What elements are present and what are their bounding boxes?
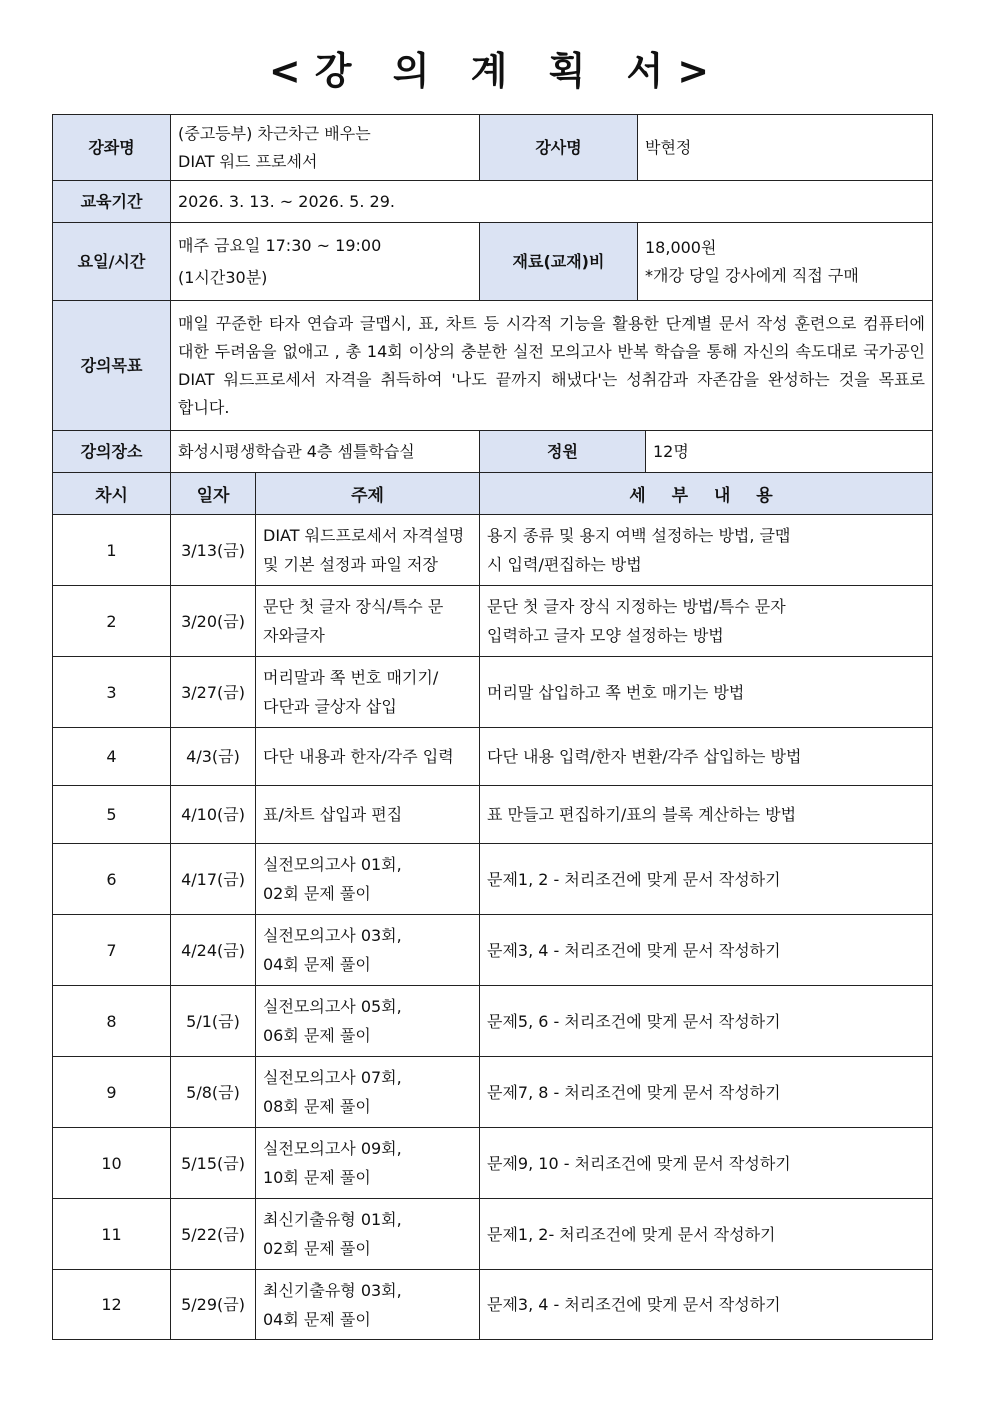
header-session: 차시 xyxy=(53,473,171,515)
session-topic xyxy=(256,844,480,915)
session-topic xyxy=(256,515,480,586)
goal-value: 매일 꾸준한 타자 연습과 글맵시, 표, 차트 등 시각적 기능을 활용한 단계별 문서 작성 훈련으로 컴퓨터에 대한 두려움을 없애고 , 총 14회 이상의 충분한 실전 모의고사 반복 학습을 통해 자신의 속도대로 국가공인 DIAT 워드프로세서 자격을 취득하여 '나도 끝까지 해냈다'는 성취감과 자존감을 완성하는 것을 목표로 합니다. xyxy=(171,301,933,431)
fee-value xyxy=(638,223,933,301)
session-date: 5/8(금) xyxy=(171,1057,256,1128)
course-name-line: DIAT 워드 프로세서 xyxy=(178,151,318,171)
session-topic-line: 02회 문제 풀이 xyxy=(263,1239,371,1258)
session-topic-line: 실전모의고사 01회, xyxy=(263,855,402,874)
session-topic-line: 08회 문제 풀이 xyxy=(263,1097,371,1116)
table-row xyxy=(53,786,933,844)
session-topic-line: 실전모의고사 05회, xyxy=(263,997,402,1016)
session-date: 3/20(금) xyxy=(171,586,256,657)
session-topic-line: 다단과 글상자 삽입 xyxy=(263,697,397,716)
session-number: 9 xyxy=(53,1057,171,1128)
course-name-line: (중고등부) 차근차근 배우는 xyxy=(178,123,371,143)
session-date: 5/15(금) xyxy=(171,1128,256,1199)
session-topic-line: 다단 내용과 한자/각주 입력 xyxy=(263,747,454,766)
session-number: 8 xyxy=(53,986,171,1057)
time-line: 매주 금요일 17:30 ~ 19:00 xyxy=(178,235,382,255)
session-detail xyxy=(480,1199,933,1270)
session-topic xyxy=(256,986,480,1057)
table-row xyxy=(53,986,933,1057)
time-line: (1시간30분) xyxy=(178,267,268,287)
period-label: 교육기간 xyxy=(53,181,171,223)
capacity-value: 12명 xyxy=(646,431,933,473)
session-topic-line: DIAT 워드프로세서 자격설명 xyxy=(263,526,465,545)
table-row xyxy=(53,844,933,915)
time-value xyxy=(171,223,480,301)
session-detail-line: 머리말 삽입하고 쪽 번호 매기는 방법 xyxy=(487,682,745,702)
capacity-label: 정원 xyxy=(480,431,646,473)
place-value: 화성시평생학습관 4층 셈틀학습실 xyxy=(171,431,480,473)
session-detail-line: 문제9, 10 - 처리조건에 맞게 문서 작성하기 xyxy=(487,1153,791,1173)
session-number: 2 xyxy=(53,586,171,657)
session-topic-line: 06회 문제 풀이 xyxy=(263,1026,371,1045)
session-number: 3 xyxy=(53,657,171,728)
time-label: 요일/시간 xyxy=(53,223,171,301)
session-number: 11 xyxy=(53,1199,171,1270)
table-row xyxy=(53,728,933,786)
session-number: 4 xyxy=(53,728,171,786)
session-topic-line: 머리말과 쪽 번호 매기기/ xyxy=(263,668,439,687)
course-info-table xyxy=(52,114,933,473)
session-topic-line: 표/차트 삽입과 편집 xyxy=(263,805,403,824)
session-topic xyxy=(256,915,480,986)
session-topic-line: 최신기출유형 01회, xyxy=(263,1210,402,1229)
session-date: 5/22(금) xyxy=(171,1199,256,1270)
session-detail xyxy=(480,657,933,728)
session-detail-line: 문제1, 2 - 처리조건에 맞게 문서 작성하기 xyxy=(487,869,781,889)
session-detail-line: 다단 내용 입력/한자 변환/각주 삽입하는 방법 xyxy=(487,747,802,766)
session-detail xyxy=(480,786,933,844)
session-number: 1 xyxy=(53,515,171,586)
session-number: 6 xyxy=(53,844,171,915)
session-date: 4/3(금) xyxy=(171,728,256,786)
table-row xyxy=(53,657,933,728)
session-detail xyxy=(480,1057,933,1128)
course-name-label: 강좌명 xyxy=(53,115,171,181)
fee-line: 18,000원 xyxy=(645,237,717,257)
table-row xyxy=(53,1199,933,1270)
session-detail-line: 용지 종류 및 용지 여백 설정하는 방법, 글맵 xyxy=(487,526,791,545)
session-date: 4/17(금) xyxy=(171,844,256,915)
teacher-label: 강사명 xyxy=(480,115,638,181)
session-detail-line: 표 만들고 편집하기/표의 블록 계산하는 방법 xyxy=(487,805,797,824)
session-date: 3/13(금) xyxy=(171,515,256,586)
session-detail xyxy=(480,586,933,657)
session-detail-line: 문단 첫 글자 장식 지정하는 방법/특수 문자 xyxy=(487,597,786,616)
session-detail xyxy=(480,915,933,986)
session-topic xyxy=(256,1057,480,1128)
session-detail-line: 문제7, 8 - 처리조건에 맞게 문서 작성하기 xyxy=(487,1082,781,1102)
session-topic-line: 문단 첫 글자 장식/특수 문 xyxy=(263,597,444,616)
session-detail-line: 문제1, 2- 처리조건에 맞게 문서 작성하기 xyxy=(487,1224,776,1244)
table-row xyxy=(53,1270,933,1340)
fee-label: 재료(교재)비 xyxy=(480,223,638,301)
session-topic xyxy=(256,657,480,728)
session-topic xyxy=(256,1199,480,1270)
session-detail-line: 입력하고 글자 모양 설정하는 방법 xyxy=(487,626,724,645)
session-detail xyxy=(480,1270,933,1340)
session-topic xyxy=(256,586,480,657)
session-topic-line: 04회 문제 풀이 xyxy=(263,955,371,974)
session-detail xyxy=(480,986,933,1057)
session-detail xyxy=(480,515,933,586)
session-topic xyxy=(256,728,480,786)
header-topic: 주제 xyxy=(256,473,480,515)
session-date: 5/1(금) xyxy=(171,986,256,1057)
session-detail xyxy=(480,1128,933,1199)
session-topic xyxy=(256,1270,480,1340)
session-detail-line: 문제3, 4 - 처리조건에 맞게 문서 작성하기 xyxy=(487,940,781,960)
session-date: 3/27(금) xyxy=(171,657,256,728)
goal-label: 강의목표 xyxy=(53,301,171,431)
session-detail-line: 시 입력/편집하는 방법 xyxy=(487,555,642,574)
session-topic-line: 02회 문제 풀이 xyxy=(263,884,371,903)
session-date: 5/29(금) xyxy=(171,1270,256,1340)
table-row xyxy=(53,586,933,657)
session-topic-line: 및 기본 설정과 파일 저장 xyxy=(263,555,438,574)
header-detail: 세 부 내 용 xyxy=(480,473,933,515)
place-label: 강의장소 xyxy=(53,431,171,473)
session-topic-line: 04회 문제 풀이 xyxy=(263,1309,371,1329)
session-number: 10 xyxy=(53,1128,171,1199)
session-number: 7 xyxy=(53,915,171,986)
course-name-value xyxy=(171,115,480,181)
schedule-table xyxy=(52,472,933,1340)
session-number: 5 xyxy=(53,786,171,844)
teacher-value: 박현정 xyxy=(638,115,933,181)
session-topic-line: 10회 문제 풀이 xyxy=(263,1168,371,1187)
session-detail-line: 문제5, 6 - 처리조건에 맞게 문서 작성하기 xyxy=(487,1011,781,1031)
session-topic xyxy=(256,786,480,844)
session-detail-line: 문제3, 4 - 처리조건에 맞게 문서 작성하기 xyxy=(487,1295,781,1314)
table-row xyxy=(53,915,933,986)
session-topic-line: 최신기출유형 03회, xyxy=(263,1280,402,1300)
session-topic-line: 자와글자 xyxy=(263,626,325,645)
header-date: 일자 xyxy=(171,473,256,515)
fee-line: *개강 당일 강사에게 직접 구매 xyxy=(645,265,859,285)
session-detail xyxy=(480,728,933,786)
session-topic-line: 실전모의고사 09회, xyxy=(263,1139,402,1158)
session-date: 4/10(금) xyxy=(171,786,256,844)
session-date: 4/24(금) xyxy=(171,915,256,986)
session-number: 12 xyxy=(53,1270,171,1340)
table-row xyxy=(53,1057,933,1128)
session-topic xyxy=(256,1128,480,1199)
document-title: <강 의 계 획 서> xyxy=(268,49,724,93)
session-topic-line: 실전모의고사 07회, xyxy=(263,1068,402,1087)
session-topic-line: 실전모의고사 03회, xyxy=(263,926,402,945)
table-row xyxy=(53,515,933,586)
session-detail xyxy=(480,844,933,915)
table-row xyxy=(53,1128,933,1199)
period-value: 2026. 3. 13. ~ 2026. 5. 29. xyxy=(171,181,933,223)
